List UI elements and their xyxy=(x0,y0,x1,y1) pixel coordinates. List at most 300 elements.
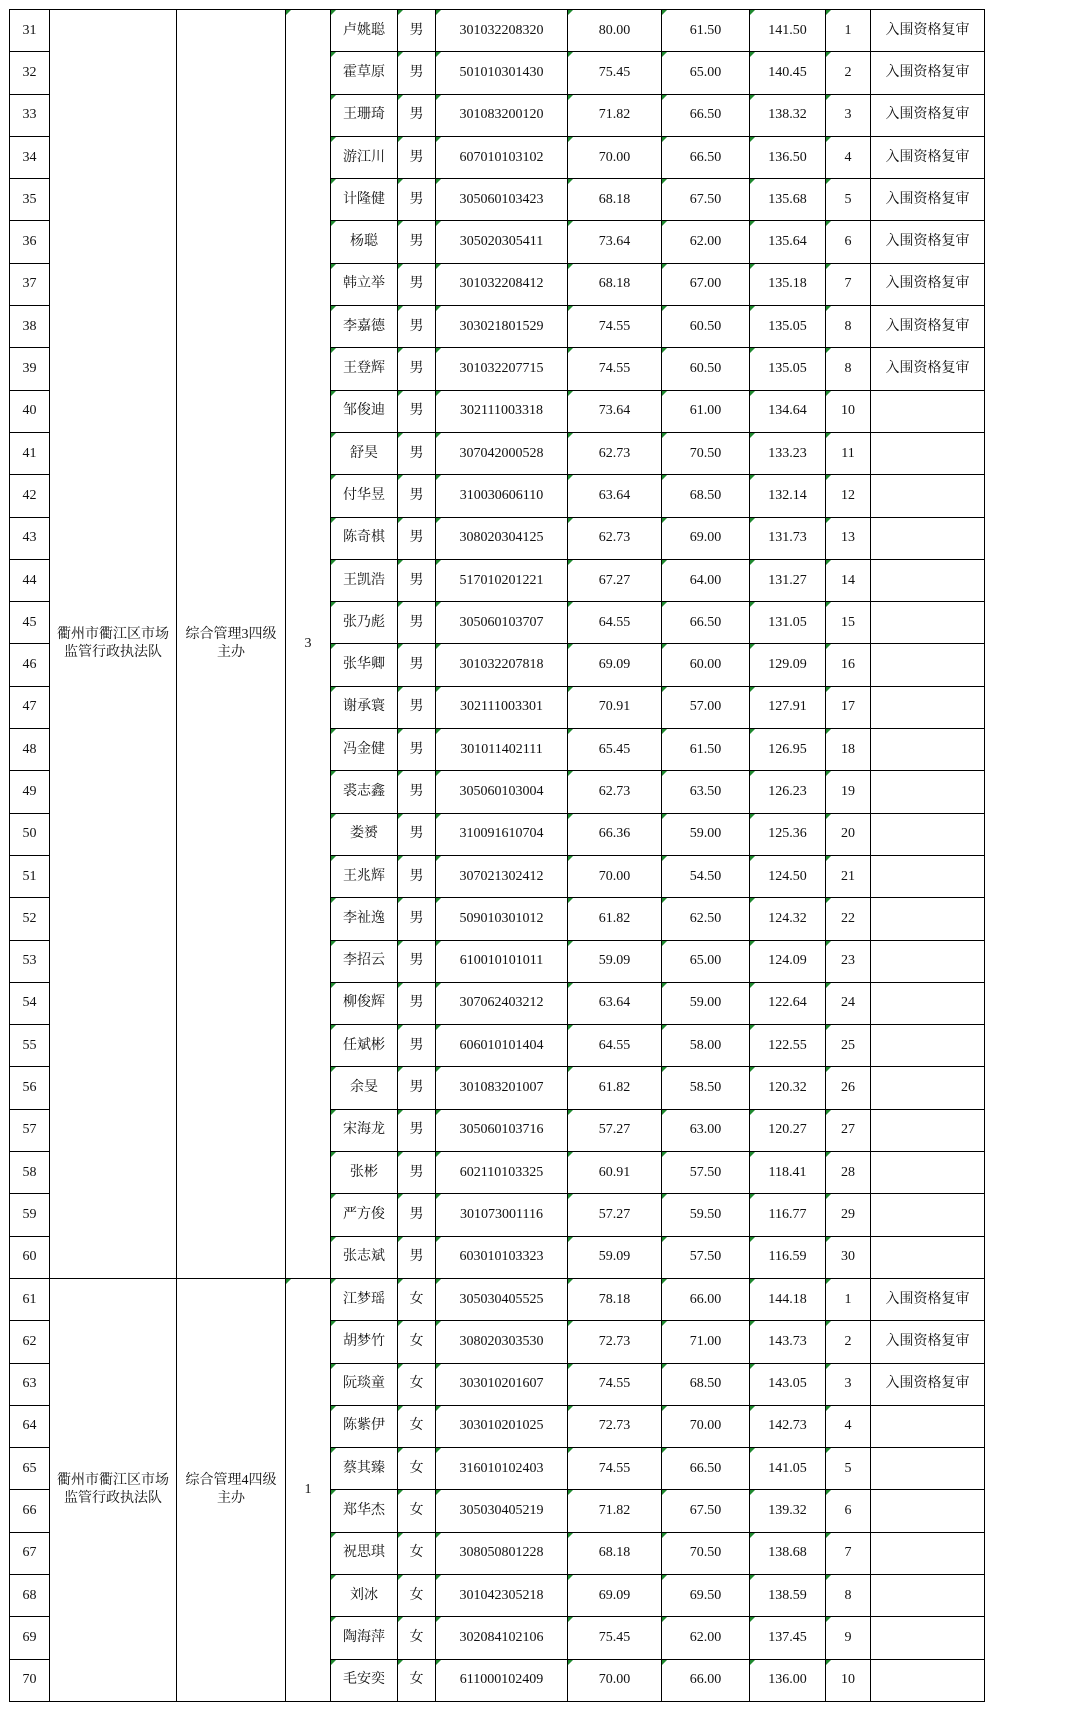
interview-score-cell: 69.00 xyxy=(662,517,750,559)
position-cell: 综合管理3四级主办 xyxy=(177,10,286,1279)
rank-cell: 4 xyxy=(826,1405,871,1447)
rank-cell: 1 xyxy=(826,1278,871,1320)
interview-score-cell: 66.50 xyxy=(662,1448,750,1490)
interview-score-cell: 60.00 xyxy=(662,644,750,686)
written-score-cell: 59.09 xyxy=(568,1236,662,1278)
remark-cell xyxy=(871,1617,985,1659)
rank-cell: 26 xyxy=(826,1067,871,1109)
row-number-cell: 61 xyxy=(10,1278,50,1320)
remark-cell xyxy=(871,1236,985,1278)
written-score-cell: 78.18 xyxy=(568,1278,662,1320)
gender-cell: 男 xyxy=(398,813,436,855)
row-number-cell: 50 xyxy=(10,813,50,855)
row-number-cell: 39 xyxy=(10,348,50,390)
total-score-cell: 131.05 xyxy=(750,602,826,644)
remark-cell xyxy=(871,1067,985,1109)
written-score-cell: 80.00 xyxy=(568,10,662,52)
candidate-name-cell: 邹俊迪 xyxy=(331,390,398,432)
row-number-cell: 35 xyxy=(10,179,50,221)
exam-id-cell: 307021302412 xyxy=(436,855,568,897)
total-score-cell: 133.23 xyxy=(750,432,826,474)
total-score-cell: 131.73 xyxy=(750,517,826,559)
exam-id-cell: 305030405525 xyxy=(436,1278,568,1320)
rank-cell: 27 xyxy=(826,1109,871,1151)
candidate-name-cell: 李招云 xyxy=(331,940,398,982)
total-score-cell: 144.18 xyxy=(750,1278,826,1320)
written-score-cell: 75.45 xyxy=(568,1617,662,1659)
row-number-cell: 65 xyxy=(10,1448,50,1490)
row-number-cell: 53 xyxy=(10,940,50,982)
candidate-name-cell: 余旻 xyxy=(331,1067,398,1109)
exam-id-cell: 303021801529 xyxy=(436,306,568,348)
written-score-cell: 75.45 xyxy=(568,52,662,94)
gender-cell: 男 xyxy=(398,1152,436,1194)
rank-cell: 12 xyxy=(826,475,871,517)
exam-id-cell: 301083201007 xyxy=(436,1067,568,1109)
row-number-cell: 52 xyxy=(10,898,50,940)
written-score-cell: 74.55 xyxy=(568,348,662,390)
rank-cell: 19 xyxy=(826,771,871,813)
exam-id-cell: 606010101404 xyxy=(436,1025,568,1067)
total-score-cell: 126.23 xyxy=(750,771,826,813)
gender-cell: 女 xyxy=(398,1321,436,1363)
remark-cell: 入围资格复审 xyxy=(871,348,985,390)
written-score-cell: 62.73 xyxy=(568,771,662,813)
total-score-cell: 138.68 xyxy=(750,1532,826,1574)
unit-cell: 衢州市衢江区市场监管行政执法队 xyxy=(50,10,177,1279)
row-number-cell: 41 xyxy=(10,432,50,474)
total-score-cell: 126.95 xyxy=(750,729,826,771)
gender-cell: 男 xyxy=(398,517,436,559)
row-number-cell: 64 xyxy=(10,1405,50,1447)
rank-cell: 5 xyxy=(826,179,871,221)
gender-cell: 女 xyxy=(398,1574,436,1616)
rank-cell: 3 xyxy=(826,94,871,136)
candidate-name-cell: 王珊琦 xyxy=(331,94,398,136)
exam-id-cell: 301083200120 xyxy=(436,94,568,136)
gender-cell: 女 xyxy=(398,1490,436,1532)
rank-cell: 1 xyxy=(826,10,871,52)
rank-cell: 2 xyxy=(826,52,871,94)
row-number-cell: 44 xyxy=(10,559,50,601)
row-number-cell: 42 xyxy=(10,475,50,517)
written-score-cell: 70.91 xyxy=(568,686,662,728)
total-score-cell: 135.18 xyxy=(750,263,826,305)
candidate-name-cell: 游江川 xyxy=(331,136,398,178)
gender-cell: 女 xyxy=(398,1448,436,1490)
row-number-cell: 34 xyxy=(10,136,50,178)
rank-cell: 17 xyxy=(826,686,871,728)
exam-id-cell: 305060103004 xyxy=(436,771,568,813)
candidate-name-cell: 严方俊 xyxy=(331,1194,398,1236)
rank-cell: 20 xyxy=(826,813,871,855)
gender-cell: 男 xyxy=(398,1109,436,1151)
results-table xyxy=(9,9,985,1702)
row-number-cell: 32 xyxy=(10,52,50,94)
written-score-cell: 63.64 xyxy=(568,982,662,1024)
interview-score-cell: 70.50 xyxy=(662,432,750,474)
remark-cell xyxy=(871,559,985,601)
candidate-name-cell: 毛安奕 xyxy=(331,1659,398,1701)
rank-cell: 11 xyxy=(826,432,871,474)
exam-id-cell: 302111003301 xyxy=(436,686,568,728)
exam-id-cell: 307042000528 xyxy=(436,432,568,474)
total-score-cell: 135.05 xyxy=(750,306,826,348)
written-score-cell: 73.64 xyxy=(568,221,662,263)
rank-cell: 6 xyxy=(826,1490,871,1532)
interview-score-cell: 67.00 xyxy=(662,263,750,305)
written-score-cell: 74.55 xyxy=(568,1363,662,1405)
interview-score-cell: 65.00 xyxy=(662,52,750,94)
written-score-cell: 61.82 xyxy=(568,898,662,940)
row-number-cell: 54 xyxy=(10,982,50,1024)
rank-cell: 30 xyxy=(826,1236,871,1278)
written-score-cell: 70.00 xyxy=(568,1659,662,1701)
exam-id-cell: 602110103325 xyxy=(436,1152,568,1194)
rank-cell: 3 xyxy=(826,1363,871,1405)
rank-cell: 8 xyxy=(826,306,871,348)
gender-cell: 男 xyxy=(398,771,436,813)
candidate-name-cell: 霍草原 xyxy=(331,52,398,94)
exam-id-cell: 301042305218 xyxy=(436,1574,568,1616)
remark-cell: 入围资格复审 xyxy=(871,1363,985,1405)
interview-score-cell: 57.50 xyxy=(662,1236,750,1278)
gender-cell: 男 xyxy=(398,686,436,728)
candidate-name-cell: 张彬 xyxy=(331,1152,398,1194)
written-score-cell: 66.36 xyxy=(568,813,662,855)
total-score-cell: 131.27 xyxy=(750,559,826,601)
gender-cell: 男 xyxy=(398,855,436,897)
total-score-cell: 136.50 xyxy=(750,136,826,178)
row-number-cell: 58 xyxy=(10,1152,50,1194)
total-score-cell: 124.32 xyxy=(750,898,826,940)
row-number-cell: 59 xyxy=(10,1194,50,1236)
interview-score-cell: 68.50 xyxy=(662,1363,750,1405)
interview-score-cell: 61.00 xyxy=(662,390,750,432)
remark-cell xyxy=(871,1574,985,1616)
exam-id-cell: 303010201025 xyxy=(436,1405,568,1447)
candidate-name-cell: 祝思琪 xyxy=(331,1532,398,1574)
interview-score-cell: 67.50 xyxy=(662,1490,750,1532)
exam-id-cell: 308020303530 xyxy=(436,1321,568,1363)
row-number-cell: 55 xyxy=(10,1025,50,1067)
written-score-cell: 74.55 xyxy=(568,306,662,348)
candidate-name-cell: 付华昱 xyxy=(331,475,398,517)
remark-cell xyxy=(871,982,985,1024)
interview-score-cell: 70.00 xyxy=(662,1405,750,1447)
remark-cell xyxy=(871,602,985,644)
row-number-cell: 47 xyxy=(10,686,50,728)
gender-cell: 男 xyxy=(398,10,436,52)
remark-cell xyxy=(871,855,985,897)
exam-id-cell: 501010301430 xyxy=(436,52,568,94)
candidate-name-cell: 胡梦竹 xyxy=(331,1321,398,1363)
candidate-name-cell: 宋海龙 xyxy=(331,1109,398,1151)
exam-id-cell: 310091610704 xyxy=(436,813,568,855)
interview-score-cell: 70.50 xyxy=(662,1532,750,1574)
candidate-name-cell: 李祉逸 xyxy=(331,898,398,940)
unit-cell: 衢州市衢江区市场监管行政执法队 xyxy=(50,1278,177,1701)
row-number-cell: 43 xyxy=(10,517,50,559)
candidate-name-cell: 阮琰童 xyxy=(331,1363,398,1405)
interview-score-cell: 57.00 xyxy=(662,686,750,728)
total-score-cell: 127.91 xyxy=(750,686,826,728)
interview-score-cell: 62.50 xyxy=(662,898,750,940)
written-score-cell: 67.27 xyxy=(568,559,662,601)
exam-id-cell: 301011402111 xyxy=(436,729,568,771)
rank-cell: 9 xyxy=(826,1617,871,1659)
rank-cell: 7 xyxy=(826,1532,871,1574)
candidate-name-cell: 舒昊 xyxy=(331,432,398,474)
gender-cell: 男 xyxy=(398,1236,436,1278)
interview-score-cell: 59.50 xyxy=(662,1194,750,1236)
candidate-name-cell: 江梦瑶 xyxy=(331,1278,398,1320)
row-number-cell: 68 xyxy=(10,1574,50,1616)
gender-cell: 女 xyxy=(398,1278,436,1320)
remark-cell: 入围资格复审 xyxy=(871,10,985,52)
exam-id-cell: 302111003318 xyxy=(436,390,568,432)
interview-score-cell: 54.50 xyxy=(662,855,750,897)
candidate-name-cell: 王凯浩 xyxy=(331,559,398,601)
interview-score-cell: 57.50 xyxy=(662,1152,750,1194)
gender-cell: 男 xyxy=(398,52,436,94)
remark-cell: 入围资格复审 xyxy=(871,306,985,348)
interview-score-cell: 69.50 xyxy=(662,1574,750,1616)
written-score-cell: 69.09 xyxy=(568,644,662,686)
candidate-name-cell: 韩立举 xyxy=(331,263,398,305)
gender-cell: 男 xyxy=(398,729,436,771)
written-score-cell: 57.27 xyxy=(568,1109,662,1151)
table-row xyxy=(10,1278,985,1320)
total-score-cell: 141.05 xyxy=(750,1448,826,1490)
interview-score-cell: 68.50 xyxy=(662,475,750,517)
remark-cell: 入围资格复审 xyxy=(871,221,985,263)
interview-score-cell: 58.00 xyxy=(662,1025,750,1067)
total-score-cell: 142.73 xyxy=(750,1405,826,1447)
row-number-cell: 70 xyxy=(10,1659,50,1701)
written-score-cell: 59.09 xyxy=(568,940,662,982)
written-score-cell: 71.82 xyxy=(568,94,662,136)
row-number-cell: 49 xyxy=(10,771,50,813)
rank-cell: 25 xyxy=(826,1025,871,1067)
interview-score-cell: 61.50 xyxy=(662,10,750,52)
total-score-cell: 120.27 xyxy=(750,1109,826,1151)
written-score-cell: 68.18 xyxy=(568,179,662,221)
interview-score-cell: 66.50 xyxy=(662,94,750,136)
remark-cell: 入围资格复审 xyxy=(871,94,985,136)
gender-cell: 男 xyxy=(398,94,436,136)
interview-score-cell: 65.00 xyxy=(662,940,750,982)
gender-cell: 男 xyxy=(398,602,436,644)
total-score-cell: 122.64 xyxy=(750,982,826,1024)
total-score-cell: 118.41 xyxy=(750,1152,826,1194)
rank-cell: 21 xyxy=(826,855,871,897)
rank-cell: 4 xyxy=(826,136,871,178)
exam-id-cell: 301032207818 xyxy=(436,644,568,686)
row-number-cell: 57 xyxy=(10,1109,50,1151)
written-score-cell: 74.55 xyxy=(568,1448,662,1490)
gender-cell: 女 xyxy=(398,1405,436,1447)
remark-cell xyxy=(871,1532,985,1574)
rank-cell: 24 xyxy=(826,982,871,1024)
candidate-name-cell: 王兆辉 xyxy=(331,855,398,897)
total-score-cell: 141.50 xyxy=(750,10,826,52)
remark-cell xyxy=(871,686,985,728)
rank-cell: 29 xyxy=(826,1194,871,1236)
interview-score-cell: 66.50 xyxy=(662,136,750,178)
exam-id-cell: 301073001116 xyxy=(436,1194,568,1236)
total-score-cell: 135.68 xyxy=(750,179,826,221)
total-score-cell: 135.64 xyxy=(750,221,826,263)
written-score-cell: 71.82 xyxy=(568,1490,662,1532)
remark-cell xyxy=(871,432,985,474)
written-score-cell: 72.73 xyxy=(568,1321,662,1363)
total-score-cell: 143.73 xyxy=(750,1321,826,1363)
gender-cell: 男 xyxy=(398,1025,436,1067)
candidate-name-cell: 冯金健 xyxy=(331,729,398,771)
rank-cell: 13 xyxy=(826,517,871,559)
remark-cell xyxy=(871,1405,985,1447)
candidate-name-cell: 张华卿 xyxy=(331,644,398,686)
candidate-name-cell: 蔡其臻 xyxy=(331,1448,398,1490)
row-number-cell: 67 xyxy=(10,1532,50,1574)
exam-id-cell: 517010201221 xyxy=(436,559,568,601)
gender-cell: 女 xyxy=(398,1363,436,1405)
quota-cell: 1 xyxy=(286,1278,331,1701)
total-score-cell: 124.50 xyxy=(750,855,826,897)
exam-id-cell: 610010101011 xyxy=(436,940,568,982)
remark-cell xyxy=(871,475,985,517)
candidate-name-cell: 刘冰 xyxy=(331,1574,398,1616)
exam-id-cell: 301032208412 xyxy=(436,263,568,305)
gender-cell: 女 xyxy=(398,1617,436,1659)
rank-cell: 8 xyxy=(826,348,871,390)
gender-cell: 男 xyxy=(398,1194,436,1236)
total-score-cell: 136.00 xyxy=(750,1659,826,1701)
total-score-cell: 122.55 xyxy=(750,1025,826,1067)
row-number-cell: 69 xyxy=(10,1617,50,1659)
gender-cell: 男 xyxy=(398,348,436,390)
total-score-cell: 116.59 xyxy=(750,1236,826,1278)
rank-cell: 22 xyxy=(826,898,871,940)
exam-id-cell: 607010103102 xyxy=(436,136,568,178)
written-score-cell: 64.55 xyxy=(568,1025,662,1067)
rank-cell: 18 xyxy=(826,729,871,771)
rank-cell: 7 xyxy=(826,263,871,305)
remark-cell xyxy=(871,1109,985,1151)
row-number-cell: 66 xyxy=(10,1490,50,1532)
rank-cell: 8 xyxy=(826,1574,871,1616)
remark-cell xyxy=(871,898,985,940)
gender-cell: 男 xyxy=(398,136,436,178)
candidate-name-cell: 柳俊辉 xyxy=(331,982,398,1024)
candidate-name-cell: 谢承寰 xyxy=(331,686,398,728)
remark-cell xyxy=(871,1659,985,1701)
exam-id-cell: 308020304125 xyxy=(436,517,568,559)
written-score-cell: 73.64 xyxy=(568,390,662,432)
rank-cell: 15 xyxy=(826,602,871,644)
total-score-cell: 140.45 xyxy=(750,52,826,94)
candidate-name-cell: 陈紫伊 xyxy=(331,1405,398,1447)
row-number-cell: 38 xyxy=(10,306,50,348)
gender-cell: 男 xyxy=(398,432,436,474)
total-score-cell: 120.32 xyxy=(750,1067,826,1109)
row-number-cell: 36 xyxy=(10,221,50,263)
gender-cell: 男 xyxy=(398,221,436,263)
remark-cell xyxy=(871,940,985,982)
candidate-name-cell: 陶海萍 xyxy=(331,1617,398,1659)
interview-score-cell: 66.50 xyxy=(662,602,750,644)
written-score-cell: 64.55 xyxy=(568,602,662,644)
written-score-cell: 68.18 xyxy=(568,263,662,305)
row-number-cell: 51 xyxy=(10,855,50,897)
rank-cell: 5 xyxy=(826,1448,871,1490)
candidate-name-cell: 卢姚聪 xyxy=(331,10,398,52)
gender-cell: 男 xyxy=(398,898,436,940)
total-score-cell: 125.36 xyxy=(750,813,826,855)
candidate-name-cell: 杨聪 xyxy=(331,221,398,263)
exam-id-cell: 305060103707 xyxy=(436,602,568,644)
remark-cell xyxy=(871,729,985,771)
written-score-cell: 63.64 xyxy=(568,475,662,517)
interview-score-cell: 71.00 xyxy=(662,1321,750,1363)
row-number-cell: 63 xyxy=(10,1363,50,1405)
exam-id-cell: 308050801228 xyxy=(436,1532,568,1574)
written-score-cell: 62.73 xyxy=(568,432,662,474)
written-score-cell: 69.09 xyxy=(568,1574,662,1616)
candidate-name-cell: 裘志鑫 xyxy=(331,771,398,813)
total-score-cell: 132.14 xyxy=(750,475,826,517)
remark-cell xyxy=(871,1490,985,1532)
row-number-cell: 60 xyxy=(10,1236,50,1278)
row-number-cell: 48 xyxy=(10,729,50,771)
interview-score-cell: 63.50 xyxy=(662,771,750,813)
total-score-cell: 138.32 xyxy=(750,94,826,136)
total-score-cell: 137.45 xyxy=(750,1617,826,1659)
remark-cell xyxy=(871,644,985,686)
quota-cell: 3 xyxy=(286,10,331,1279)
row-number-cell: 33 xyxy=(10,94,50,136)
exam-id-cell: 509010301012 xyxy=(436,898,568,940)
candidate-name-cell: 任斌彬 xyxy=(331,1025,398,1067)
candidate-name-cell: 王登辉 xyxy=(331,348,398,390)
remark-cell: 入围资格复审 xyxy=(871,1321,985,1363)
table-row xyxy=(10,10,985,52)
candidate-name-cell: 郑华杰 xyxy=(331,1490,398,1532)
results-table-body xyxy=(10,10,985,1702)
rank-cell: 6 xyxy=(826,221,871,263)
gender-cell: 女 xyxy=(398,1659,436,1701)
row-number-cell: 31 xyxy=(10,10,50,52)
interview-score-cell: 58.50 xyxy=(662,1067,750,1109)
remark-cell xyxy=(871,771,985,813)
total-score-cell: 135.05 xyxy=(750,348,826,390)
remark-cell: 入围资格复审 xyxy=(871,136,985,178)
remark-cell xyxy=(871,1152,985,1194)
total-score-cell: 124.09 xyxy=(750,940,826,982)
total-score-cell: 138.59 xyxy=(750,1574,826,1616)
written-score-cell: 70.00 xyxy=(568,136,662,178)
exam-id-cell: 603010103323 xyxy=(436,1236,568,1278)
candidate-name-cell: 计隆健 xyxy=(331,179,398,221)
exam-id-cell: 305060103716 xyxy=(436,1109,568,1151)
remark-cell: 入围资格复审 xyxy=(871,1278,985,1320)
rank-cell: 10 xyxy=(826,1659,871,1701)
interview-score-cell: 59.00 xyxy=(662,813,750,855)
candidate-name-cell: 李嘉德 xyxy=(331,306,398,348)
gender-cell: 男 xyxy=(398,559,436,601)
interview-score-cell: 60.50 xyxy=(662,348,750,390)
